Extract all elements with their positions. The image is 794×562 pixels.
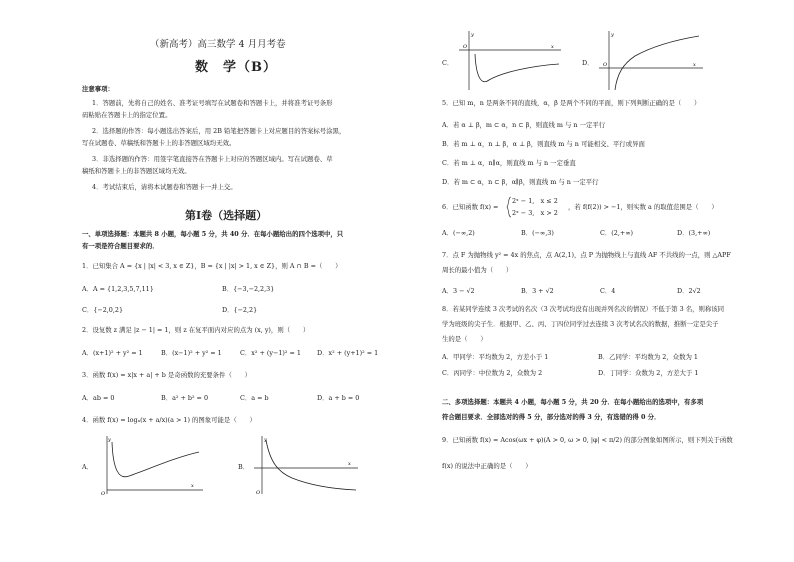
q5-option-a: A．若 α ⊥ β，m ⊂ α，n ⊂ β，则直线 m 与 n 一定平行: [442, 121, 606, 129]
y-axis-label: y: [611, 32, 614, 38]
origin-label: O: [256, 490, 261, 496]
question-7-line2: 周长的最小值为（ ）: [442, 266, 513, 274]
q1-option-a: A．A = {1,2,3,5,7,11}: [82, 285, 154, 293]
question-7-line1: 7．点 F 为抛物线 y² = 4x 的焦点，点 A(2,1)，点 P 为抛物线上与直线 AF 不共线的一点，则 △APF: [442, 251, 731, 259]
notes-heading: 注意事项：: [82, 85, 114, 93]
q6-option-b: B．(−∞,3): [521, 229, 554, 237]
q8-option-c: C．丙同学：中位数为 2，众数为 2: [442, 369, 543, 377]
q7-option-c: C．4: [600, 287, 616, 295]
q4-option-b: B．: [238, 463, 250, 471]
function-curve: [615, 36, 699, 90]
question-6-stem-a: 6．已知函数 f(x) =: [442, 203, 499, 211]
q4-option-d: D．: [582, 59, 594, 67]
note-line: 稿纸和答题卡上的非答题区域均无效。: [82, 167, 191, 175]
q7-option-a: A．3 − √2: [442, 287, 475, 295]
section2-line: 二、多项选择题：本题共 4 小题，每小题 5 分，共 20 分．在每小题给出的选项中，有多项: [442, 398, 704, 406]
q5-option-d: D．若 m ⊂ α，n ⊂ β，α∥β，则直线 m 与 n 一定平行: [442, 178, 599, 186]
q4-option-c: C．: [442, 59, 454, 67]
function-curve: [112, 442, 199, 477]
q8-option-b: B．乙同学：平均数为 2，众数为 1: [598, 353, 698, 361]
q6-option-c: C．(2,+∞): [600, 229, 634, 237]
question-8-line1: 8．若某同学连续 3 次考试的名次（3 次考试均没有出现并列名次的情况）不低于第 3 名，则称该同: [442, 305, 725, 313]
q4-option-a: A．: [82, 463, 94, 471]
section2-line: 符合题目要求．全部选对的得 5 分，部分选对的得 3 分，有选错的得 0 分．: [442, 413, 661, 421]
q6-option-a: A．(−∞,2): [442, 229, 475, 237]
question-4-stem: 4．函数 f(x) = logₐ(x + a/x)(a > 1) 的图象可能是（ ）: [82, 416, 256, 424]
q5-option-b: B．若 m ⊥ α，n ⊥ β，α ⊥ β，则直线 m 与 n 可能相交、平行或异面: [442, 140, 645, 148]
q7-option-b: B．3 + √2: [521, 287, 554, 295]
question-6-stem-b: ，若 f(f(2)) > −1，则实数 a 的取值范围是（ ）: [568, 203, 718, 211]
origin-label: O: [463, 44, 468, 50]
y-axis-label: y: [108, 437, 111, 443]
graph-option-d: [595, 28, 707, 92]
q3-option-d: D．a + b = 0: [317, 394, 360, 402]
note-line: 码粘贴在答题卡上的指定位置。: [82, 111, 172, 119]
piecewise-case-1: 2ˣ − 1, x ≤ 2: [512, 197, 558, 205]
question-9-line1: 9．已知函数 f(x) = Acos(ωx + φ)(A > 0, ω > 0, |φ| < π/2) 的部分图象如图所示，则下列关于函数: [442, 436, 733, 444]
volume-title: 第Ⅰ卷（选择题）: [185, 209, 268, 222]
graph-option-b: [250, 432, 362, 496]
note-line: 2．选择题的作答：每小题选出答案后，用 2B 铅笔把答题卡上对应题目的答案标号涂黑，: [92, 127, 346, 135]
piecewise-case-2: 2ˣ − 3, x > 2: [512, 209, 558, 217]
question-5-stem: 5．已知 m，n 是两条不同的直线，α，β 是两个不同的平面，则下列判断正确的是（ ）: [442, 99, 701, 107]
q2-option-a: A．(x+1)² + y² = 1: [82, 349, 143, 357]
section1-line: 一、单项选择题：本题共 8 小题，每小题 5 分，共 40 分．在每小题给出的四个选项中，只: [82, 230, 344, 238]
question-8-line2: 学为班级的尖子生．根据甲、乙、丙、丁四位同学过去连续 3 次考试名次的数据，推断一定是尖子: [442, 320, 719, 328]
note-line: 4．考试结束后，请将本试题卷和答题卡一并上交。: [92, 183, 237, 191]
subject-title: 数 学（B）: [195, 60, 277, 75]
q1-option-c: C．{−2,0,2}: [82, 306, 124, 314]
q1-option-d: D．{−2,2}: [222, 306, 258, 314]
function-curve: [266, 440, 356, 490]
note-line: 写在试题卷、草稿纸和答题卡上的非答题区域均无效。: [82, 139, 236, 147]
note-line: 3．非选择题的作答：用签字笔直接答在答题卡上对应的答题区域内。写在试题卷、草: [92, 155, 333, 163]
question-8-line3: 生的是（ ）: [442, 335, 487, 343]
x-axis-label: x: [693, 62, 696, 68]
q7-option-d: D．2√2: [677, 287, 701, 295]
x-axis-label: x: [348, 461, 351, 467]
question-2-stem: 2．设复数 z 满足 |z − 1| = 1，则 z 在复平面内对应的点为 (x, y)，则（ ）: [82, 326, 310, 334]
q2-option-d: D．x² + (y+1)² = 1: [317, 349, 379, 357]
q3-option-a: A．ab = 0: [82, 394, 115, 402]
q8-option-a: A．甲同学：平均数为 2，方差小于 1: [442, 353, 549, 361]
x-axis-label: x: [191, 483, 194, 489]
function-curve: [475, 54, 559, 82]
q3-option-b: B．a² + b² = 0: [161, 394, 209, 402]
y-axis-label: y: [264, 437, 267, 443]
q3-option-c: C．a = b: [240, 394, 269, 402]
q2-option-b: B．(x−1)² + y² = 1: [161, 349, 222, 357]
graph-option-a: [95, 432, 207, 496]
note-line: 1．答题前，先将自己的姓名、准考证号填写在试题卷和答题卡上，并将准考证号条形: [92, 99, 333, 107]
y-axis-label: y: [471, 32, 474, 38]
q6-option-d: D．(3,+∞): [677, 229, 711, 237]
exam-title: （新高考）高三数学 4 月月考卷: [150, 39, 286, 50]
q5-option-c: C．若 m ⊥ α，n∥α，则直线 m 与 n 一定垂直: [442, 159, 576, 167]
q2-option-c: C．x² + (y−1)² = 1: [240, 349, 301, 357]
question-1-stem: 1．已知集合 A = {x | |x| < 3, x ∈ Z}，B = {x | |x| > 1, x ∈ Z}，则 A ∩ B =（ ）: [82, 262, 342, 270]
question-3-stem: 3．函数 f(x) = x|x + a| + b 是奇函数的充要条件（ ）: [82, 371, 252, 379]
section1-line: 有一项是符合题目要求的．: [82, 242, 159, 250]
origin-label: O: [603, 62, 608, 68]
question-9-line2: f(x) 的说法中正确的是（ ）: [442, 462, 532, 470]
origin-label: O: [101, 491, 106, 496]
x-axis-label: x: [551, 44, 554, 50]
q8-option-d: D．丁同学：众数为 2，方差大于 1: [598, 369, 699, 377]
q1-option-b: B．{−3,−2,2,3}: [222, 285, 275, 293]
graph-option-c: [455, 28, 567, 92]
